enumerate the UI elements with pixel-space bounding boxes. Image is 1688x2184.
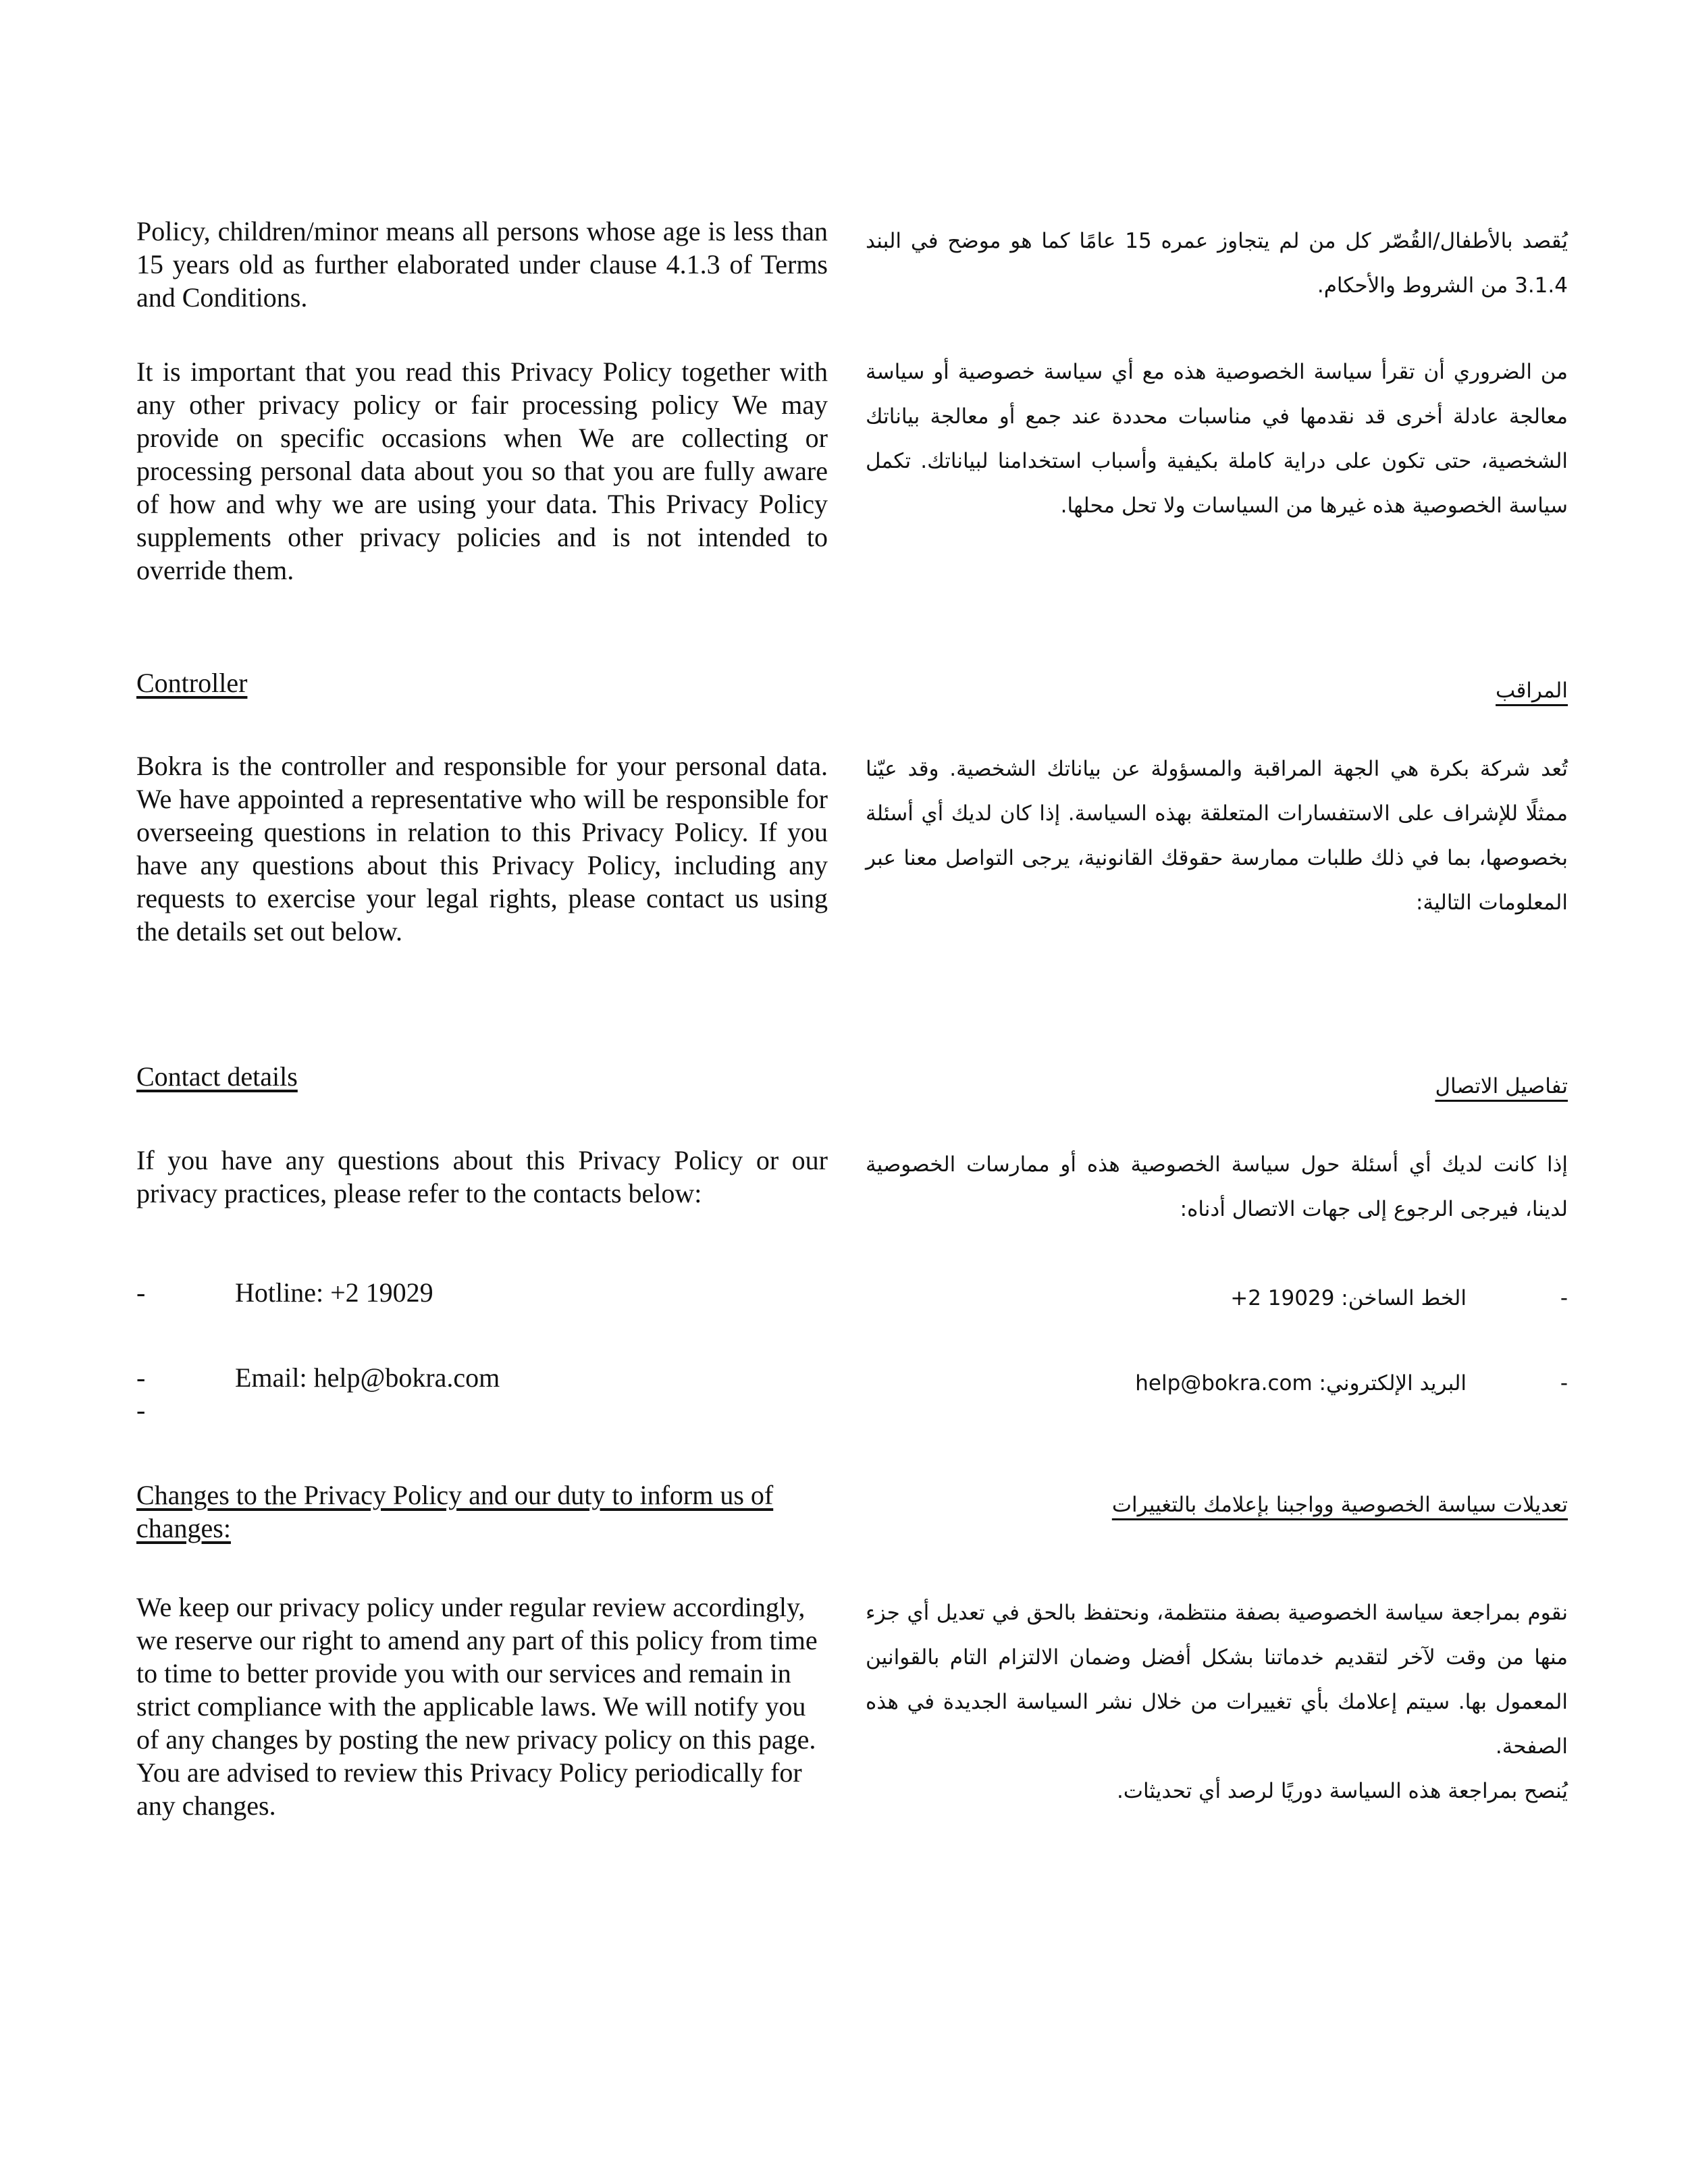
hotline-text-ar: [1230, 1276, 1467, 1321]
list-dash: -: [136, 1277, 146, 1308]
minors-paragraph-ar: يُقصد بالأطفال/القُصّر كل من لم يتجاوز عمره 15 عامًا كما هو موضح في البند 3.1.4 من الشروط والأحكام.: [866, 229, 1568, 298]
email-text-en: Email: help@bokra.com: [235, 1362, 500, 1393]
changes-paragraph-en: We keep our privacy policy under regular review accordingly, we reserve our right to amend any part of this policy from time to time to better provide you with our services and remain in strict compliance with the applicable laws. We will notify you of any changes by posting the new privacy policy on this page. You are advised to review this Privacy Policy periodically for any changes.: [136, 1592, 818, 1821]
list-dash: -: [136, 1362, 146, 1393]
hotline-text-en: Hotline: +2 19029: [235, 1277, 433, 1308]
hotline-item-ar: [866, 1276, 1568, 1321]
email-label-ar: البريد الإلكتروني:: [1319, 1371, 1467, 1395]
empty-list-dash: -: [136, 1395, 146, 1425]
contact-heading-en: Contact details: [136, 1061, 298, 1092]
hotline-value-ar: +2 19029: [1230, 1286, 1335, 1310]
controller-heading-en: Controller: [136, 668, 248, 698]
changes-note-ar: يُنصح بمراجعة هذه السياسة دوريًا لرصد أي تحديثات.: [1116, 1779, 1568, 1803]
changes-heading-ar: تعديلات سياسة الخصوصية وواجبنا بإعلامك بالتغييرات: [1111, 1493, 1568, 1517]
changes-paragraph-ar: نقوم بمراجعة سياسة الخصوصية بصفة منتظمة، ونحتفظ بالحق في تعديل أي جزء منها من وقت لآخر لتقديم خدماتنا بشكل أفضل وضمان الالتزام التام بالقوانين المعمول بها. سيتم إعلامك بأي تغييرات من خلال نشر السياسة الجديدة في هذه الصفحة.: [866, 1601, 1568, 1759]
list-dash: -: [1560, 1371, 1568, 1395]
controller-paragraph-ar: تُعد شركة بكرة هي الجهة المراقبة والمسؤولة عن بياناتك الشخصية. وقد عيّنا ممثلًا للإشراف على الاستفسارات المتعلقة بهذه السياسة. إذا كان لديك أي أسئلة بخصوصها، بما في ذلك طلبات ممارسة حقوقك القانونية، يرجى التواصل معنا عبر المعلومات التالية:: [866, 757, 1568, 915]
hotline-label-ar: الخط الساخن:: [1341, 1286, 1467, 1310]
minors-paragraph-en: Policy, children/minor means all persons whose age is less than 15 years old as further elaborated under clause 4.1.3 of Terms and Conditions.: [136, 216, 828, 313]
email-value-ar: help@bokra.com: [1135, 1371, 1313, 1395]
importance-paragraph-en: It is important that you read this Privacy Policy together with any other privacy policy or fair processing policy We may provide on specific occasions when We are collecting or processing personal data about you so that you are fully aware of how and why we are using your data. This Privacy Policy supplements other privacy policies and is not intended to override them.: [136, 356, 828, 585]
email-text-ar: [1135, 1361, 1467, 1406]
contact-paragraph-ar: إذا كانت لديك أي أسئلة حول سياسة الخصوصية هذه أو ممارسات الخصوصية لدينا، فيرجى الرجوع إلى جهات الاتصال أدناه:: [866, 1152, 1568, 1221]
changes-heading-en: Changes to the Privacy Policy and our duty to inform us of changes:: [136, 1480, 774, 1543]
contact-paragraph-en: If you have any questions about this Privacy Policy or our privacy practices, please refer to the contacts below:: [136, 1145, 828, 1208]
controller-paragraph-en: Bokra is the controller and responsible for your personal data. We have appointed a representative who will be responsible for overseeing questions in relation to this Privacy Policy. If you have any questions about this Privacy Policy, including any requests to exercise your legal rights, please contact us using the details set out below.: [136, 751, 828, 947]
list-dash: -: [1560, 1286, 1568, 1310]
importance-paragraph-ar: من الضروري أن تقرأ سياسة الخصوصية هذه مع أي سياسة خصوصية أو سياسة معالجة عادلة أخرى قد نقدمها في مناسبات محددة عند جمع أو معالجة بياناتك الشخصية، حتى تكون على دراية كاملة بكيفية وأسباب استخدامنا لبياناتك. تكمل سياسة الخصوصية هذه غيرها من السياسات ولا تحل محلها.: [866, 360, 1568, 518]
email-item-ar: [866, 1361, 1568, 1406]
contact-heading-ar: تفاصيل الاتصال: [1435, 1074, 1568, 1098]
controller-heading-ar: المراقب: [1496, 678, 1568, 703]
